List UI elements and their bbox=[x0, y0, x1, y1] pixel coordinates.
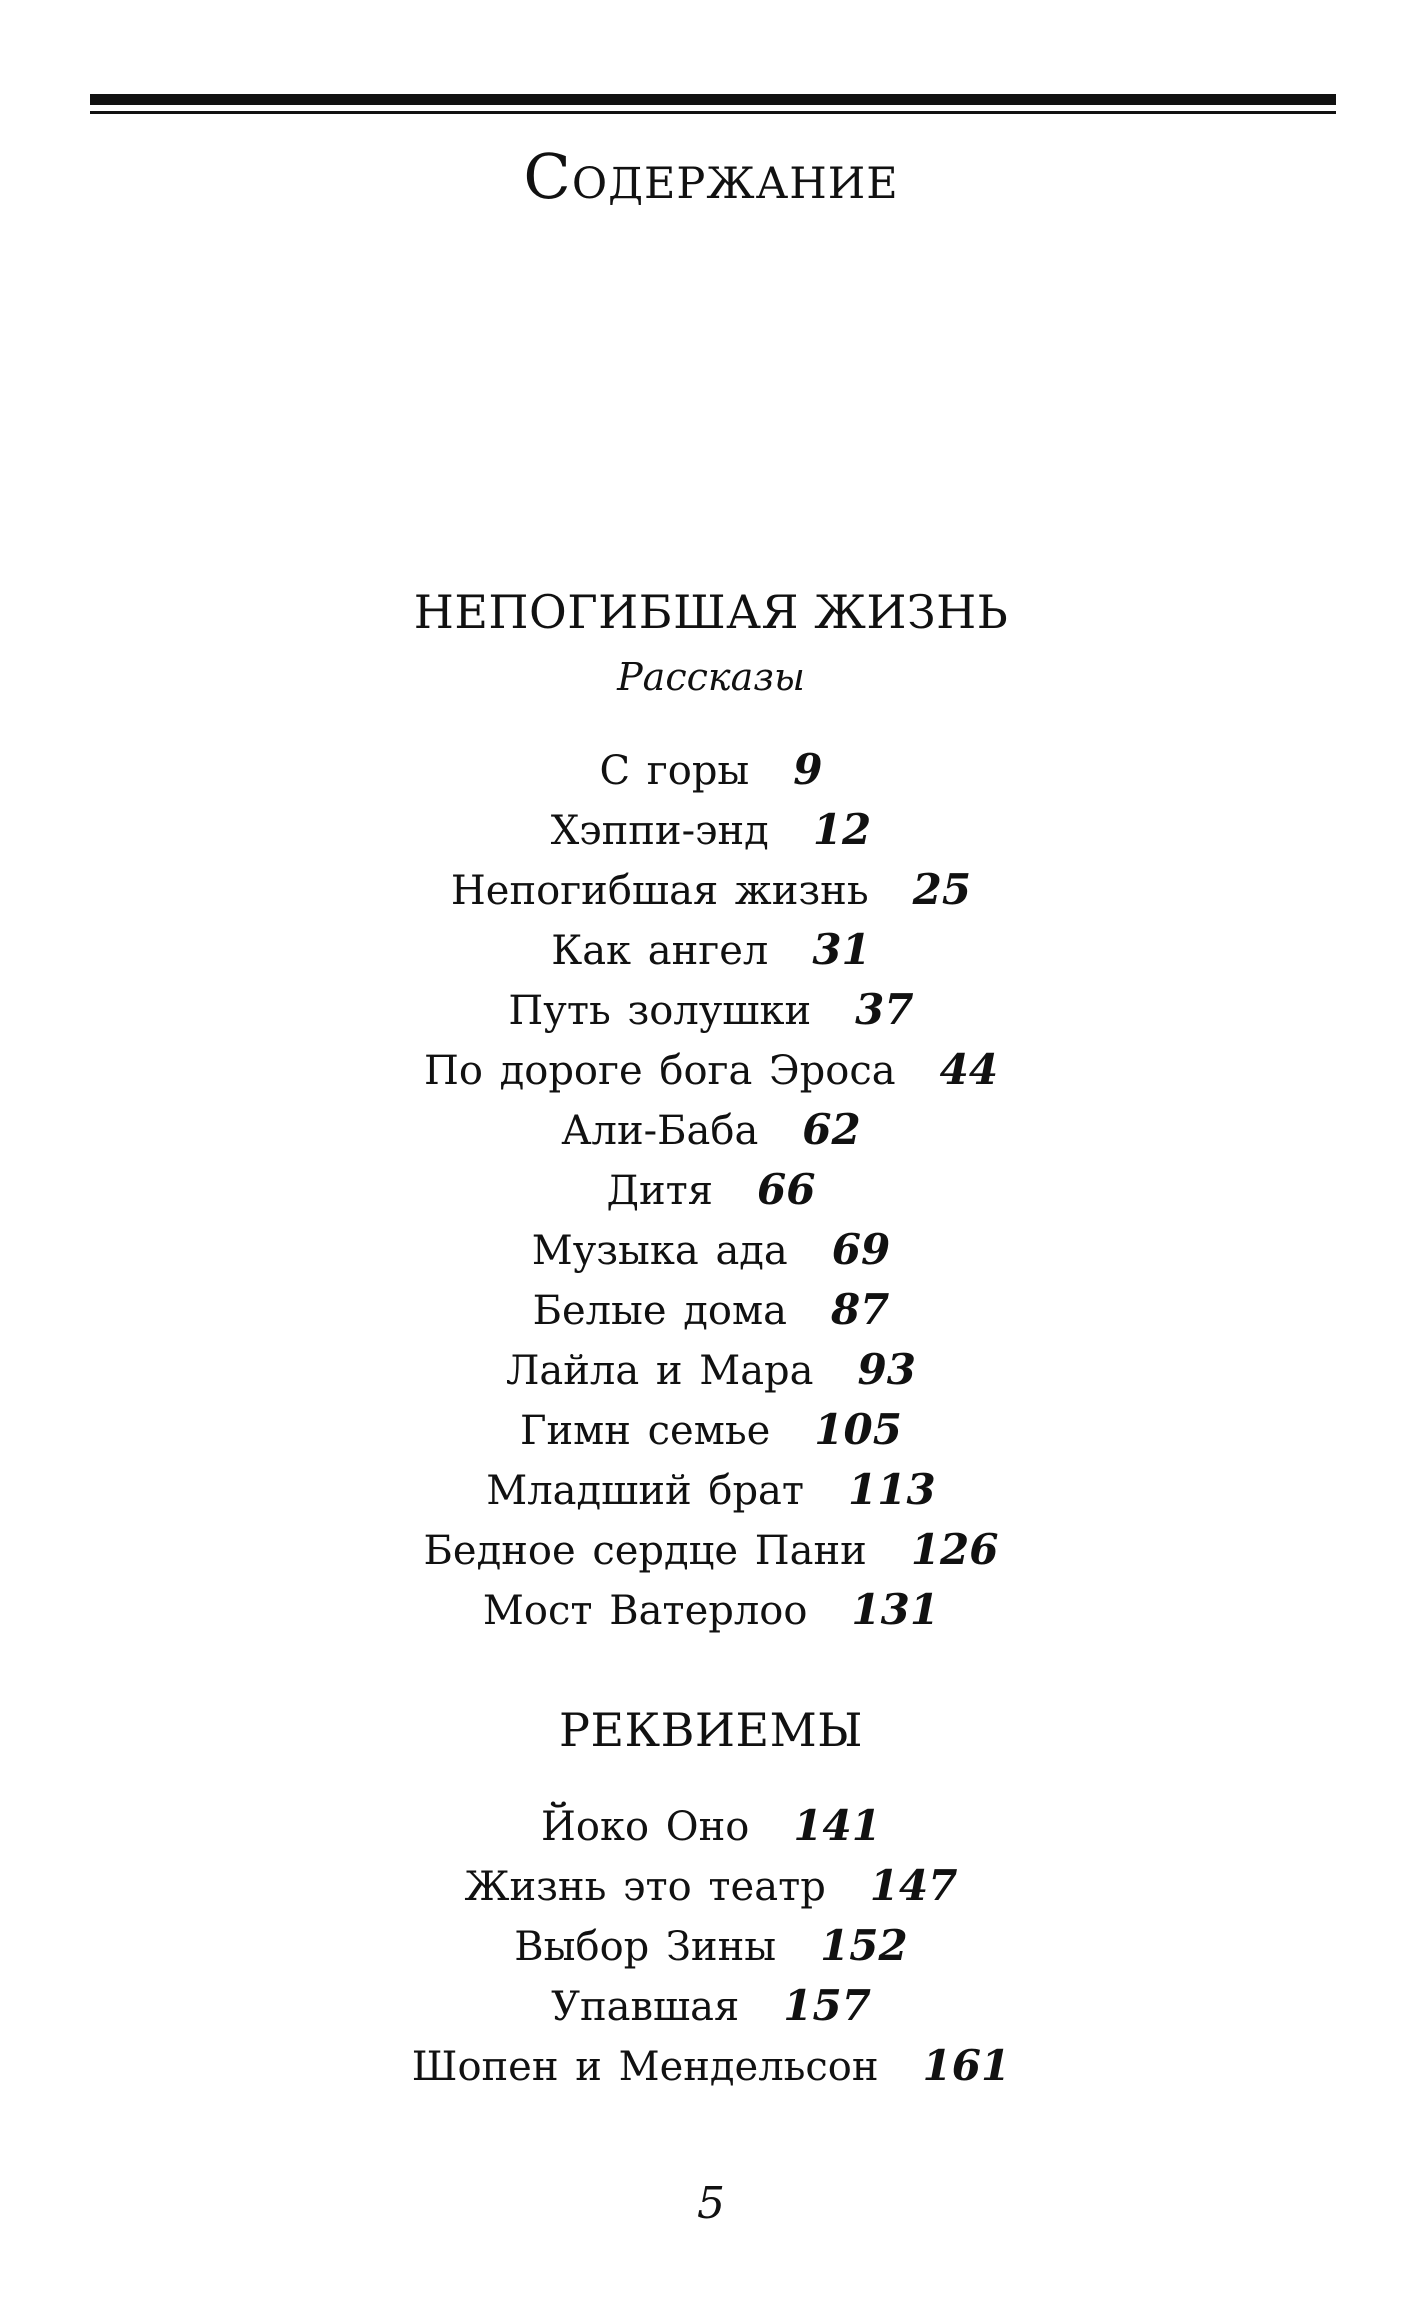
toc-entry[interactable] bbox=[0, 2036, 1422, 2096]
toc-entry-title: Шопен и Мендельсон bbox=[411, 2044, 879, 2090]
toc-entry[interactable] bbox=[0, 1976, 1422, 2036]
toc-entry-title: Гимн семье bbox=[520, 1408, 771, 1454]
toc-entry-page: 105 bbox=[814, 1405, 902, 1454]
toc-entry[interactable] bbox=[0, 1160, 1422, 1220]
toc-entry-title: Путь золушки bbox=[508, 988, 812, 1034]
toc-entry[interactable] bbox=[0, 1856, 1422, 1916]
toc-entry[interactable] bbox=[0, 1520, 1422, 1580]
toc-entry-page: 147 bbox=[869, 1861, 958, 1910]
toc-entry[interactable] bbox=[0, 1400, 1422, 1460]
section-subtitle-stories: Рассказы bbox=[617, 655, 805, 699]
toc-entry[interactable] bbox=[0, 1580, 1422, 1640]
toc-entry-title: С горы bbox=[599, 748, 750, 794]
toc-entry-page: 157 bbox=[783, 1981, 871, 2030]
toc-entry[interactable] bbox=[0, 860, 1422, 920]
toc-entry-title: Йоко Оно bbox=[541, 1804, 750, 1850]
toc-entry-title: Музыка ада bbox=[531, 1228, 788, 1274]
toc-entry-title: Выбор Зины bbox=[514, 1924, 777, 1970]
toc-entry-title: Белые дома bbox=[532, 1288, 787, 1334]
header-rule-thin bbox=[90, 111, 1336, 114]
toc-entry-title: Лайла и Мара bbox=[506, 1348, 814, 1394]
section-title-stories: НЕПОГИБШАЯ ЖИЗНЬ bbox=[413, 585, 1009, 639]
toc-entry-page: 9 bbox=[793, 745, 823, 794]
toc-entry[interactable] bbox=[0, 740, 1422, 800]
toc-entry-page: 62 bbox=[802, 1105, 861, 1154]
toc-entry-title: Как ангел bbox=[551, 928, 769, 974]
toc-entry-page: 152 bbox=[820, 1921, 908, 1970]
toc-entry[interactable] bbox=[0, 1100, 1422, 1160]
toc-entry-page: 131 bbox=[851, 1585, 940, 1634]
toc-entry-title: Али-Баба bbox=[561, 1108, 759, 1154]
toc-entry[interactable] bbox=[0, 1916, 1422, 1976]
toc-entry-page: 69 bbox=[831, 1225, 891, 1274]
toc-entry-title: Непогибшая жизнь bbox=[450, 868, 869, 914]
toc-entry[interactable] bbox=[0, 1340, 1422, 1400]
toc-entry[interactable] bbox=[0, 1040, 1422, 1100]
toc-entry-page: 126 bbox=[910, 1525, 999, 1574]
toc-entry-page: 66 bbox=[757, 1165, 816, 1214]
toc-entry-title: Дитя bbox=[606, 1168, 714, 1214]
page-title: Содержание bbox=[523, 140, 899, 213]
toc-entry[interactable] bbox=[0, 1460, 1422, 1520]
toc-entry-title: Бедное сердце Пани bbox=[423, 1528, 867, 1574]
toc-entry-page: 44 bbox=[939, 1045, 999, 1094]
toc-entry-page: 141 bbox=[793, 1801, 881, 1850]
toc-entry-page: 31 bbox=[812, 925, 871, 974]
header-rule-thick bbox=[90, 94, 1336, 105]
toc-entry-page: 12 bbox=[812, 805, 872, 854]
toc-entry-page: 37 bbox=[855, 985, 914, 1034]
page-number: 5 bbox=[697, 2178, 725, 2229]
toc-entry[interactable] bbox=[0, 1220, 1422, 1280]
toc-entry[interactable] bbox=[0, 1280, 1422, 1340]
toc-list-requiems bbox=[0, 1796, 1422, 2096]
toc-entry[interactable] bbox=[0, 920, 1422, 980]
toc-entry[interactable] bbox=[0, 800, 1422, 860]
toc-entry[interactable] bbox=[0, 1796, 1422, 1856]
toc-entry-page: 87 bbox=[830, 1285, 890, 1334]
toc-entry-title: По дороге бога Эроса bbox=[423, 1048, 896, 1094]
toc-entry-page: 93 bbox=[857, 1345, 916, 1394]
toc-entry[interactable] bbox=[0, 980, 1422, 1040]
toc-entry-page: 25 bbox=[912, 865, 972, 914]
toc-entry-title: Хэппи-энд bbox=[550, 808, 769, 854]
toc-entry-title: Жизнь это театр bbox=[464, 1864, 826, 1910]
toc-entry-title: Упавшая bbox=[551, 1984, 740, 2030]
toc-entry-page: 161 bbox=[922, 2041, 1011, 2090]
toc-list-stories bbox=[0, 740, 1422, 1640]
toc-entry-page: 113 bbox=[848, 1465, 936, 1514]
section-title-requiems: РЕКВИЕМЫ bbox=[559, 1703, 863, 1757]
toc-entry-title: Младший брат bbox=[486, 1468, 805, 1514]
toc-entry-title: Мост Ватерлоо bbox=[482, 1588, 808, 1634]
